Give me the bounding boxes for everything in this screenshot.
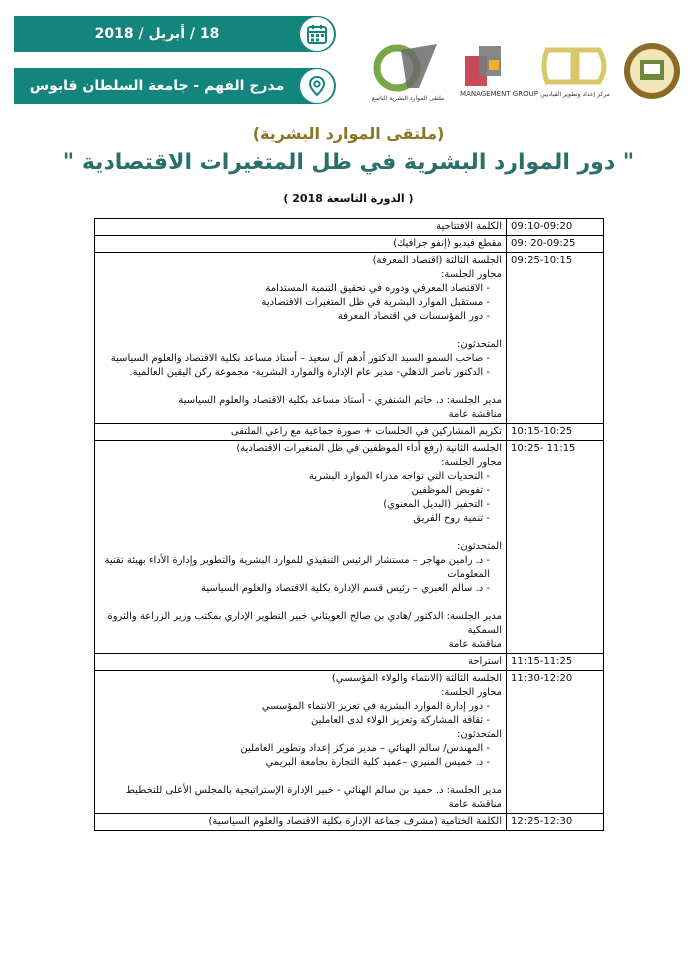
session-moderator: مدير الجلسة: د. حميد بن سالم الهنائي - خبير الإدارة الإستراتيجية بالمجلس الأعلى للتخطيط	[125, 785, 502, 796]
spacer	[99, 596, 502, 610]
session-cell	[95, 253, 507, 424]
speakers-heading: المتحدثون:	[457, 541, 502, 552]
session-line: استراحة	[467, 656, 502, 667]
speaker: - د. خميس المنيري –عميد كلية التجارة بجامعة البريمي	[265, 757, 490, 768]
time-cell: 10:25- 11:15	[507, 441, 604, 654]
time-cell: 09:10-09:20	[507, 219, 604, 236]
spacer	[99, 770, 502, 784]
table-row	[95, 424, 604, 441]
session-topic: - مستقبل الموارد البشرية في ظل المتغيرات الاقتصادية	[261, 297, 490, 308]
session-line: مقطع فيديو (إنفو جرافيك)	[393, 238, 502, 249]
table-row	[95, 219, 604, 236]
session-line: تكريم المشاركين في الجلسات + صورة جماعية مع راعي الملتقى	[230, 426, 502, 437]
time-cell: 09: 20-09:25	[507, 236, 604, 253]
session-topic: - تفويض الموظفين	[411, 485, 490, 496]
session-cell	[95, 671, 507, 814]
table-row	[95, 236, 604, 253]
time-cell: 10:15-10:25	[507, 424, 604, 441]
time-cell: 11:15-11:25	[507, 654, 604, 671]
session-topic: - الاقتصاد المعرفي ودوره في تحقيق التنمية المستدامة	[265, 283, 490, 294]
speaker: - د. رامين مهاجر – مستشار الرئيس التنفيذي للموارد البشرية والتطوير وإدارة الأداء بهيئة تقنية المعلومات	[104, 555, 490, 580]
session-topics-heading: محاور الجلسة:	[441, 687, 502, 698]
session-title: الجلسة الثانية (رفع أداء الموظفين في ظل المتغيرات الاقتصادية)	[236, 443, 502, 454]
table-row	[95, 654, 604, 671]
session-title: الجلسة الثالثة (الانتماء والولاء المؤسسي)	[331, 673, 502, 684]
location-pin-icon	[300, 69, 334, 103]
table-row	[95, 441, 604, 654]
speaker: - الدكتور ناصر الذهلي- مدير عام الإدارة والموارد البشرية- مجموعة ركن اليقين العالمية.	[129, 367, 490, 378]
header	[0, 0, 697, 120]
session-topic: - ثقافة المشاركة وتعزيز الولاء لدى العاملين	[310, 715, 490, 726]
table-row	[95, 814, 604, 831]
forum-logo	[367, 40, 449, 102]
session-cell	[95, 814, 507, 831]
session-topic: - التحفيز (البديل المعنوي)	[383, 499, 490, 510]
time-cell: 09:25-10:15	[507, 253, 604, 424]
spacer	[99, 526, 502, 540]
session-topics-heading: محاور الجلسة:	[441, 457, 502, 468]
speakers-heading: المتحدثون:	[457, 339, 502, 350]
sponsor-logos	[367, 34, 683, 108]
session-line: الكلمة الختامية (مشرف جماعة الإدارة بكلية الاقتصاد والعلوم السياسية)	[208, 816, 502, 827]
svg-text:ملتقى الموارد البشرية التاسع: ملتقى الموارد البشرية التاسع	[371, 95, 445, 102]
session-topic: - تنمية روح الفريق	[413, 513, 490, 524]
spacer	[99, 380, 502, 394]
calendar-icon	[300, 17, 334, 51]
session-moderator: مدير الجلسة: الدكتور /هادي بن صالح العويثاني خبير التطوير الإداري بمكتب وزير الزراعة والثروة السمكية	[107, 611, 502, 636]
speaker: - صاحب السمو السيد الدكتور أدهم آل سعيد – أستاذ مساعد بكلية الاقتصاد والعلوم السياسية	[110, 353, 490, 364]
session-cell	[95, 654, 507, 671]
session-cell	[95, 219, 507, 236]
program-table	[94, 218, 604, 831]
management-group-caption: MANAGEMENT GROUP	[460, 90, 538, 98]
forum-title: (ملتقى الموارد البشرية)	[252, 124, 445, 143]
speakers-heading: المتحدثون:	[457, 729, 502, 740]
date-banner	[14, 16, 336, 52]
time-cell: 12:25-12:30	[507, 814, 604, 831]
general-discussion: مناقشة عامة	[448, 639, 502, 650]
session-topic: - التحديات التي تواجه مدراء الموارد البشرية	[308, 471, 490, 482]
session-cell	[95, 424, 507, 441]
table-row	[95, 671, 604, 814]
event-venue: مدرج الفهم - جامعة السلطان قابوس	[29, 78, 285, 94]
edition-label: ( الدورة التاسعة 2018 )	[283, 192, 414, 205]
ced-logo	[539, 40, 611, 102]
table-row	[95, 253, 604, 424]
general-discussion: مناقشة عامة	[448, 409, 502, 420]
general-discussion: مناقشة عامة	[448, 799, 502, 810]
main-title: " دور الموارد البشرية في ظل المتغيرات الاقتصادية "	[62, 150, 635, 175]
speaker: - د. سالم العبري – رئيس قسم الإدارة بكلية الاقتصاد والعلوم السياسية	[200, 583, 490, 594]
event-date: 18 / أبريل / 2018	[94, 26, 220, 42]
ced-caption: مركز إعداد وتطوير القياديين	[540, 91, 610, 98]
session-title: الجلسة الثالثة (اقتصاد المعرفة)	[372, 255, 502, 266]
speaker: - المهندس/ سالم الهنائي – مدير مركز إعداد وتطوير العاملين	[240, 743, 490, 754]
session-cell	[95, 236, 507, 253]
session-topic: - دور المؤسسات في اقتصاد المعرفة	[337, 311, 490, 322]
squ-logo	[621, 40, 683, 102]
spacer	[99, 324, 502, 338]
session-topic: - دور إدارة الموارد البشرية في تعزيز الانتماء المؤسسي	[261, 701, 490, 712]
time-cell: 11:30-12:20	[507, 671, 604, 814]
session-line: الكلمة الافتتاحية	[436, 221, 502, 232]
session-topics-heading: محاور الجلسة:	[441, 269, 502, 280]
venue-banner	[14, 68, 336, 104]
session-moderator: مدير الجلسة: د. حاتم الشنفري - أستاذ مساعد بكلية الاقتصاد والعلوم السياسية	[178, 395, 502, 406]
session-cell	[95, 441, 507, 654]
management-group-logo	[459, 40, 538, 102]
